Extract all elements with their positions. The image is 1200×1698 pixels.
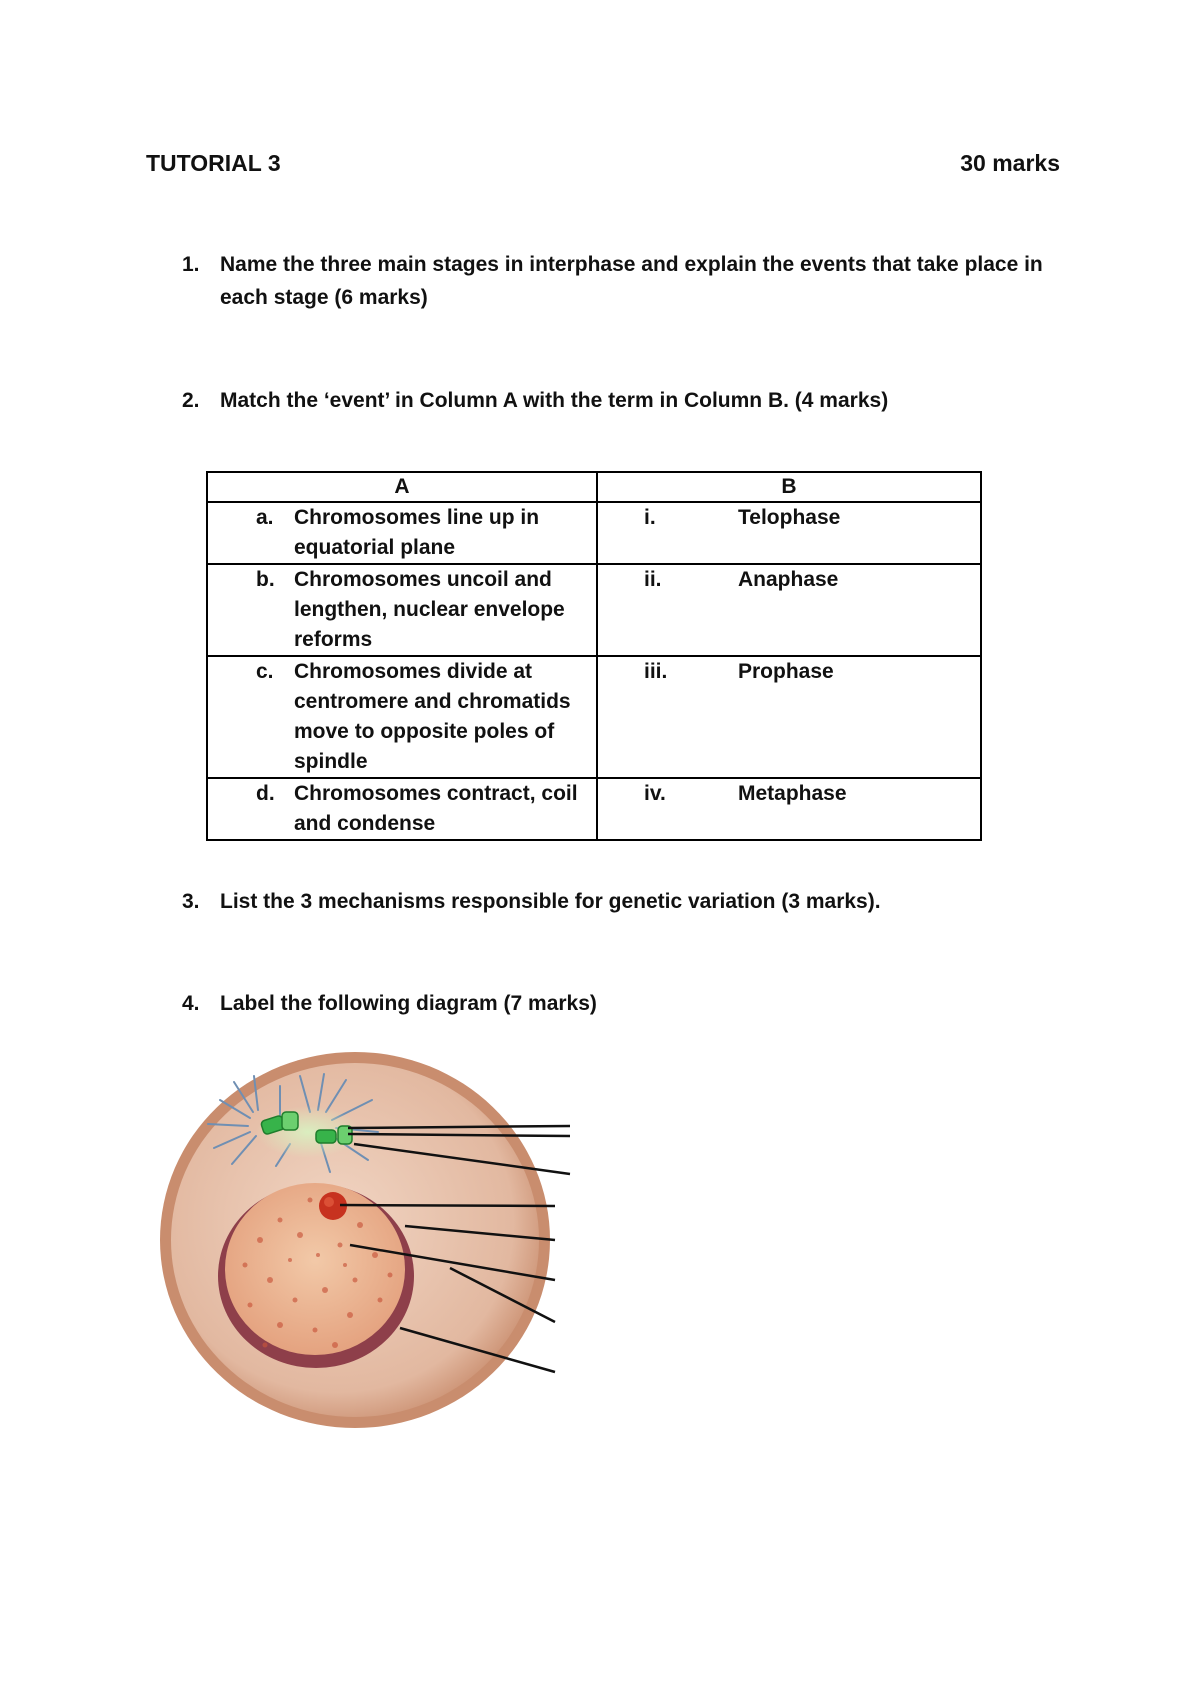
table-row [207, 564, 981, 656]
term-cell [597, 564, 981, 656]
table-row [207, 502, 981, 564]
term-text: Metaphase [738, 782, 847, 805]
cell-diagram [150, 1040, 580, 1450]
term-numeral: iv. [644, 782, 666, 805]
term-cell [597, 778, 981, 840]
total-marks: 30 marks [960, 150, 1060, 176]
term-cell [597, 502, 981, 564]
column-a-header: A [207, 472, 597, 502]
event-text: Chromosomes line up in equatorial plane [294, 506, 540, 559]
event-text: Chromosomes uncoil and lengthen, nuclear envelope reforms [294, 568, 565, 651]
question-number: 3. [182, 890, 200, 913]
question-text: List the 3 mechanisms responsible for genetic variation (3 marks). [220, 890, 881, 913]
question-text: Label the following diagram (7 marks) [220, 992, 597, 1015]
event-cell [207, 778, 597, 840]
event-letter: d. [256, 782, 275, 805]
question-text: Match the ‘event’ in Column A with the term in Column B. (4 marks) [220, 389, 889, 412]
question-number: 4. [182, 992, 200, 1015]
event-letter: a. [256, 506, 274, 529]
term-text: Anaphase [738, 568, 839, 591]
question-number: 1. [182, 253, 200, 276]
term-numeral: ii. [644, 568, 662, 591]
question-text: Name the three main stages in interphase and explain the events that take place in each stage (6 marks) [220, 253, 1043, 309]
term-text: Telophase [738, 506, 841, 529]
matching-table [206, 471, 982, 841]
tutorial-title: TUTORIAL 3 [146, 150, 281, 176]
centriole [282, 1112, 298, 1130]
page-header [146, 146, 1060, 182]
event-cell [207, 564, 597, 656]
event-text: Chromosomes contract, coil and condense [294, 782, 578, 835]
event-cell [207, 502, 597, 564]
term-cell [597, 656, 981, 778]
event-text: Chromosomes divide at centromere and chromatids move to opposite poles of spindle [294, 660, 571, 773]
centriole [316, 1130, 336, 1143]
table-row [207, 778, 981, 840]
term-text: Prophase [738, 660, 834, 683]
term-numeral: iii. [644, 660, 668, 683]
event-cell [207, 656, 597, 778]
column-b-header: B [597, 472, 981, 502]
term-numeral: i. [644, 506, 656, 529]
table-row [207, 656, 981, 778]
event-letter: b. [256, 568, 275, 591]
leader-line [340, 1205, 555, 1206]
question-number: 2. [182, 389, 200, 412]
event-letter: c. [256, 660, 274, 683]
